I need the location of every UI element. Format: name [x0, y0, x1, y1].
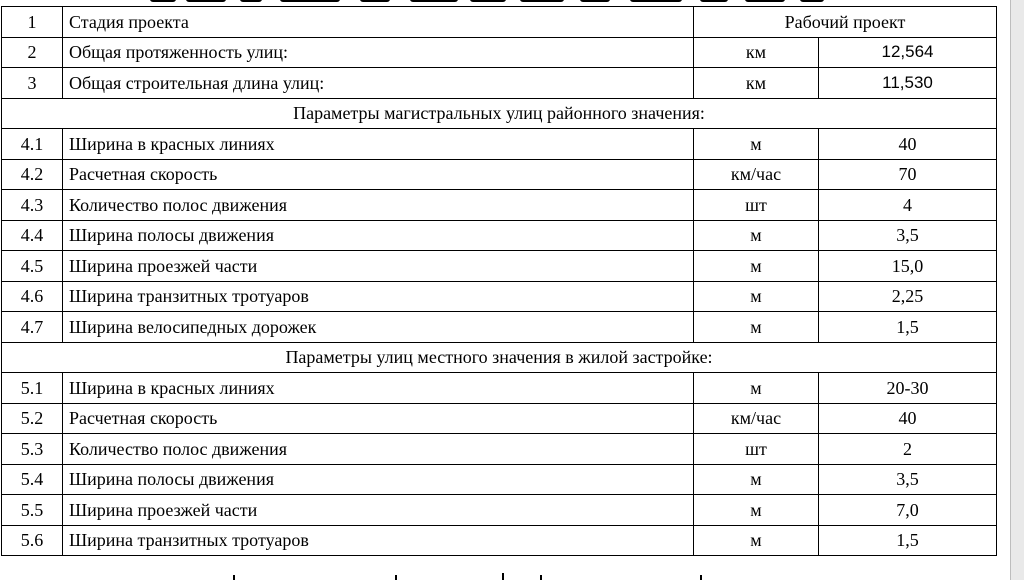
row-unit: шт: [694, 434, 819, 465]
row-number: 4.7: [2, 312, 63, 343]
row-unit: км/час: [694, 403, 819, 434]
page-edge: [1010, 0, 1024, 580]
row-number: 5.6: [2, 525, 63, 556]
row-number: 4.6: [2, 281, 63, 312]
row-value: 3,5: [819, 464, 997, 495]
row-unit: м: [694, 525, 819, 556]
table-row: [2, 190, 997, 221]
row-value: 40: [819, 403, 997, 434]
row-name: Общая протяженность улиц:: [63, 37, 694, 68]
project-stage-value: Рабочий проект: [694, 7, 997, 38]
row-unit: м: [694, 495, 819, 526]
row-name: Общая строительная длина улиц:: [63, 68, 694, 99]
row-name: Количество полос движения: [63, 434, 694, 465]
row-value: 1,5: [819, 312, 997, 343]
row-number: 4.1: [2, 129, 63, 160]
table-row: [2, 495, 997, 526]
row-number: 5.1: [2, 373, 63, 404]
row-number: 3: [2, 68, 63, 99]
section-title: Параметры магистральных улиц районного значения:: [2, 98, 997, 129]
row-unit: м: [694, 464, 819, 495]
row-name: Расчетная скорость: [63, 403, 694, 434]
section-header-row: [2, 98, 997, 129]
row-number: 4.3: [2, 190, 63, 221]
row-name: Количество полос движения: [63, 190, 694, 221]
row-number: 5.3: [2, 434, 63, 465]
row-value: 4: [819, 190, 997, 221]
row-name: Ширина велосипедных дорожек: [63, 312, 694, 343]
row-unit: км: [694, 37, 819, 68]
table-row: [2, 129, 997, 160]
row-number: 5.4: [2, 464, 63, 495]
table-row: [2, 464, 997, 495]
row-number: 4.5: [2, 251, 63, 282]
row-value: 1,5: [819, 525, 997, 556]
row-unit: м: [694, 281, 819, 312]
table-row: [2, 373, 997, 404]
row-name: Ширина транзитных тротуаров: [63, 525, 694, 556]
row-number: 5.5: [2, 495, 63, 526]
row-name: Ширина проезжей части: [63, 251, 694, 282]
table-row: [2, 251, 997, 282]
row-name: Ширина проезжей части: [63, 495, 694, 526]
table-row: [2, 159, 997, 190]
row-number: 5.2: [2, 403, 63, 434]
row-name: Расчетная скорость: [63, 159, 694, 190]
row-name: Ширина полосы движения: [63, 464, 694, 495]
table-row: [2, 403, 997, 434]
row-name: Ширина в красных линиях: [63, 129, 694, 160]
row-value: 15,0: [819, 251, 997, 282]
row-name: Ширина транзитных тротуаров: [63, 281, 694, 312]
row-value: 7,0: [819, 495, 997, 526]
street-parameters-table: [1, 6, 997, 556]
row-unit: м: [694, 220, 819, 251]
row-unit: м: [694, 129, 819, 160]
row-value: 12,564: [819, 37, 997, 68]
row-unit: шт: [694, 190, 819, 221]
table-row: [2, 68, 997, 99]
table-row: [2, 7, 997, 38]
row-number: 1: [2, 7, 63, 38]
row-number: 4.2: [2, 159, 63, 190]
row-unit: км: [694, 68, 819, 99]
table-row: [2, 220, 997, 251]
row-number: 2: [2, 37, 63, 68]
row-value: 20-30: [819, 373, 997, 404]
row-value: 40: [819, 129, 997, 160]
row-name: Стадия проекта: [63, 7, 694, 38]
table-row: [2, 312, 997, 343]
row-name: Ширина в красных линиях: [63, 373, 694, 404]
row-unit: м: [694, 251, 819, 282]
row-value: 3,5: [819, 220, 997, 251]
cropped-next-row-marks: [0, 573, 1010, 580]
section-header-row: [2, 342, 997, 373]
table-row: [2, 525, 997, 556]
table-row: [2, 281, 997, 312]
row-value: 70: [819, 159, 997, 190]
row-unit: м: [694, 312, 819, 343]
row-unit: км/час: [694, 159, 819, 190]
row-unit: м: [694, 373, 819, 404]
section-title: Параметры улиц местного значения в жилой застройке:: [2, 342, 997, 373]
row-number: 4.4: [2, 220, 63, 251]
table-row: [2, 434, 997, 465]
row-name: Ширина полосы движения: [63, 220, 694, 251]
row-value: 2: [819, 434, 997, 465]
table-row: [2, 37, 997, 68]
row-value: 2,25: [819, 281, 997, 312]
row-value: 11,530: [819, 68, 997, 99]
